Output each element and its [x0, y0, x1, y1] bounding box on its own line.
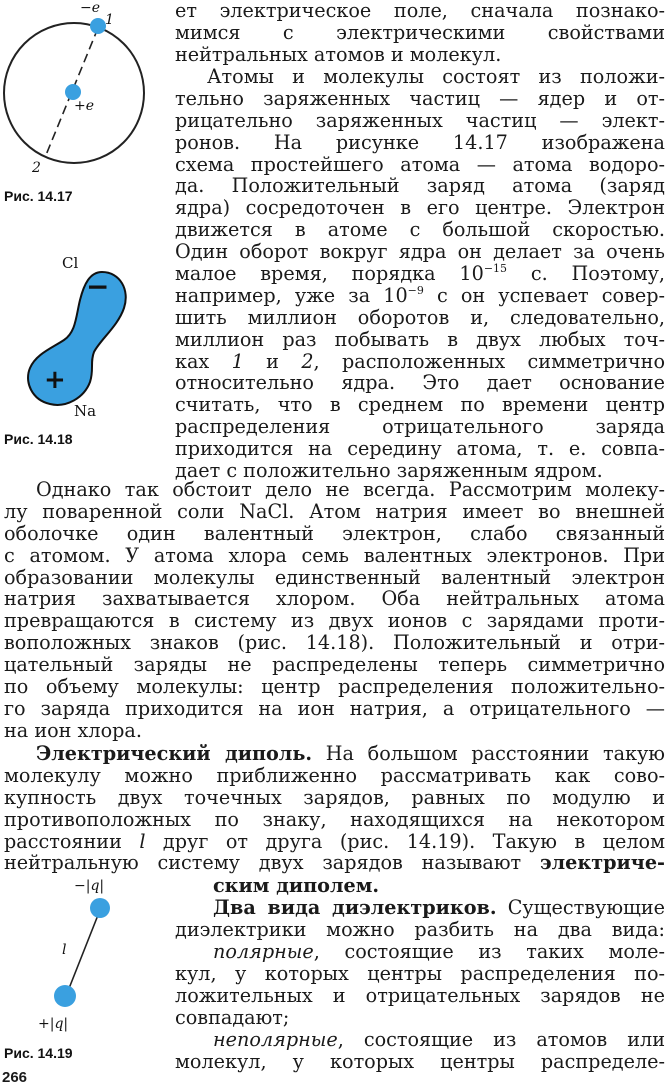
label-na: Na	[74, 402, 97, 420]
label-distance-l: l	[62, 942, 67, 958]
minus-sign-icon: −	[86, 270, 110, 303]
caption-fig-14-19: Рис. 14.19	[4, 1045, 73, 1061]
heading-two-kinds: Два вида диэлектриков.	[213, 896, 497, 919]
paragraph-dipole: Электрический диполь. На большом расстоянии такую молекулу можно приближенно рассматривать как сово- купность двух точечных зарядов, равных по модулю и противоположных по знаку, находящихся на некотором расстоянии l друг от друга (рис. 14.19). Такую в целом нейтральную систему двух зарядов называют электриче-	[4, 742, 666, 875]
dipole-axis	[66, 910, 100, 996]
heading-electric-dipole: Электрический диполь.	[36, 742, 313, 765]
negative-charge-ball	[90, 898, 110, 918]
label-point-1: 1	[105, 12, 114, 28]
page-number: 266	[2, 1069, 28, 1086]
paragraph-atoms: Атомы и молекулы состоят из положи- тельно заряженных частиц — ядер и от- рицательно заряженных частиц — элект- ронов. На рисунке 14.17 изображена схема простейшего атома — атома водоро- да. Положительный заряд атома (заряд ядра) сосредоточен в его центре. Электрон движется в атоме с большой скоростью. Один оборот вокруг ядра он делает за очень малое время, порядка $10^{-15}$ с. Поэтому, например, уже за $10^{-9}$ с он успевает совер- шить миллион оборотов и, следовательно, миллион раз побывать в двух любых точ- ках 1 и 2, расположенных симметрично относительно ядра. Это дает основание считать, что в среднем по времени центр распределения отрицательного заряда приходится на середину атома, т. е. совпа- дает с положительно заряженным ядром.	[175, 65, 666, 483]
paragraph-intro: ет электрическое поле, сначала познако- мимся с электрическими свойствами нейтральных атомов и молекул.	[175, 0, 665, 66]
plus-sign-icon: +	[44, 365, 66, 395]
paragraph-nacl: Однако так обстоит дело не всегда. Рассмотрим молеку- лу поваренной соли NaCl. Атом натрия имеет во внешней оболочке один валентный электрон, слабо связанный с атомом. У атома хлора семь валентных электронов. При образовании молекулы единственный валентный электрон натрия захватывается хлором. Оба нейтральных атома превращаются в систему из двух ионов с зарядами проти- воположных знаков (рис. 14.18). Положительный и отри- цательный заряды не распределены теперь симметрично по объему молекулы: центр распределения положительно- го заряда приходится на ион натрия, а отрицательного — на ион хлора.	[4, 478, 665, 742]
label-negative-charge: −|q|	[74, 878, 105, 894]
electron-ball	[90, 18, 106, 34]
label-point-2: 2	[32, 160, 41, 176]
paragraph-two-kinds: Два вида диэлектриков. Существующие диэлектрики можно разбить на два вида:	[175, 896, 666, 941]
paragraph-dipole-end: ским диполем.	[213, 874, 380, 897]
figure-14-18-nacl-molecule	[10, 250, 150, 425]
label-nucleus: +e	[74, 98, 95, 114]
label-positive-charge: +|q|	[38, 1016, 69, 1032]
caption-fig-14-18: Рис. 14.18	[4, 431, 73, 447]
molecule-shape	[28, 272, 126, 405]
paragraph-polar: полярные, состоящие из таких моле- кул, у которых центры распределения по- ложительных и отрицательных зарядов не совпадают;	[175, 940, 665, 1029]
figure-14-19-dipole	[20, 872, 150, 1037]
caption-fig-14-17: Рис. 14.17	[4, 188, 73, 204]
label-cl: Cl	[62, 254, 79, 272]
positive-charge-ball	[54, 985, 76, 1007]
paragraph-nonpolar: неполярные, состоящие из атомов или молекул, у которых центры распределе-	[175, 1028, 665, 1073]
figure-14-17-atom-diagram	[0, 0, 160, 185]
label-electron: −e	[80, 0, 101, 16]
